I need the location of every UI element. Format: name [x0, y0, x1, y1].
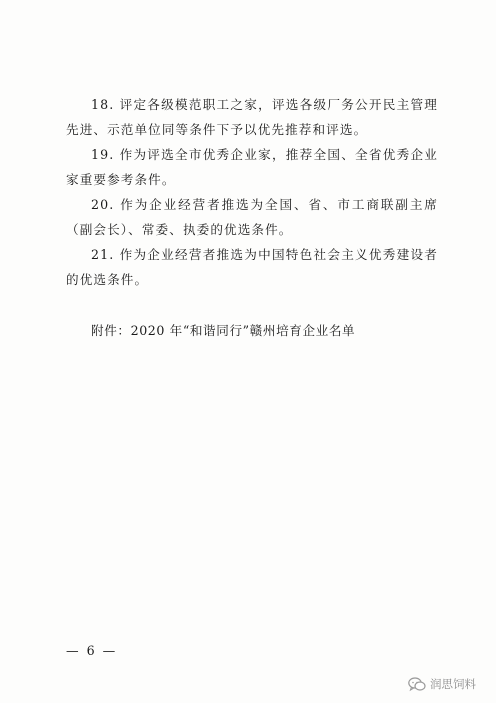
paragraph-19: 19. 作为评选全市优秀企业家，推荐全国、全省优秀企业家重要参考条件。 — [66, 147, 438, 187]
paragraph-18: 18. 评定各级模范职工之家，评选各级厂务公开民主管理先进、示范单位同等条件下予以优先推荐和评选。 — [66, 97, 438, 137]
attachment-line: 附件：2020 年“和谐同行”赣州培育企业名单 — [91, 323, 356, 338]
watermark — [408, 676, 476, 692]
paragraph-21: 21. 作为企业经营者推选为中国特色社会主义优秀建设者的优选条件。 — [66, 247, 438, 287]
page-number: — 6 — — [66, 643, 118, 658]
document-body — [66, 92, 438, 292]
watermark-text: 润思饲料 — [430, 677, 476, 691]
wechat-chat-bubble-icon — [408, 677, 426, 692]
paragraph-20: 20. 作为企业经营者推选为全国、省、市工商联副主席（副会长）、常委、执委的优选条件。 — [66, 197, 438, 237]
